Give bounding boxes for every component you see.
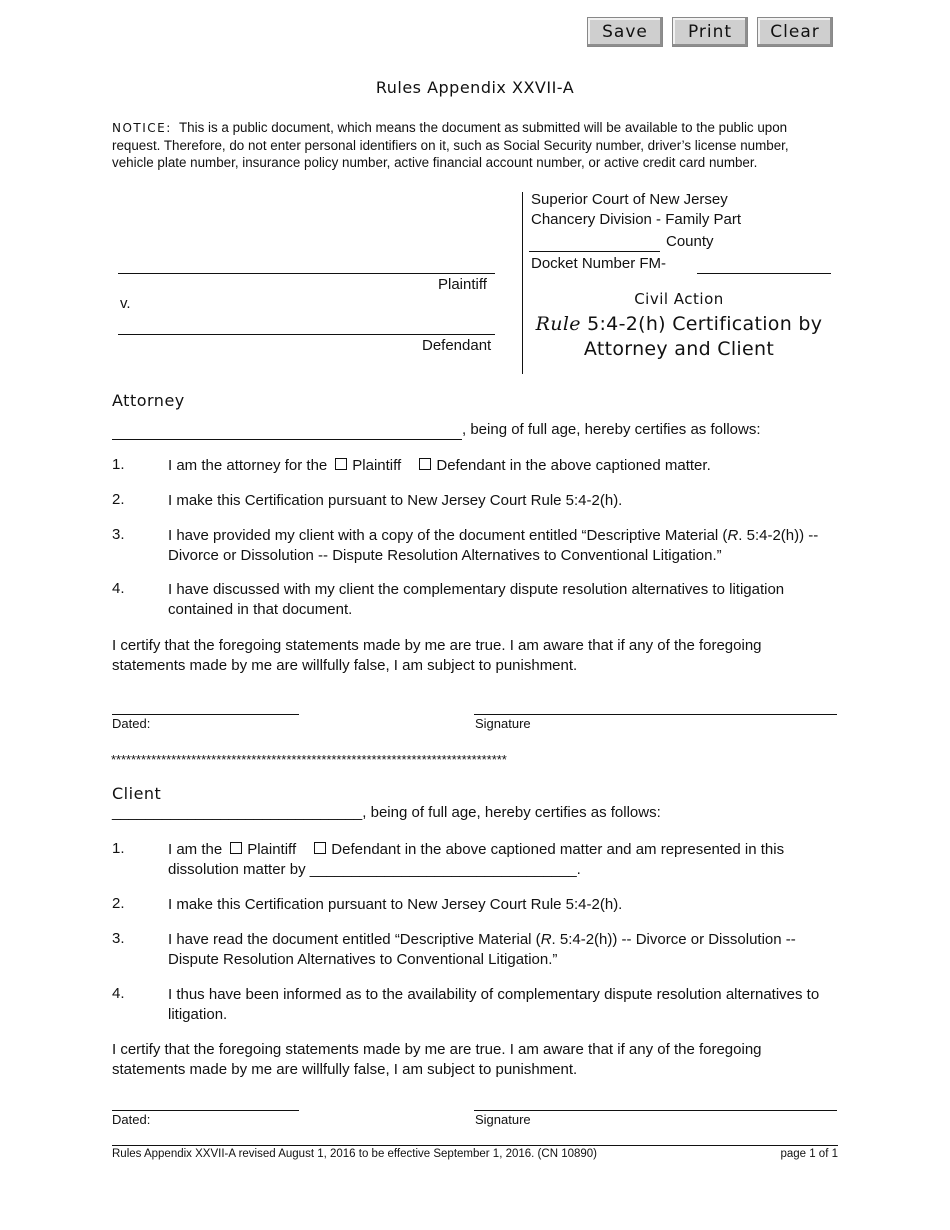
attorney-item-4-number: 4. [112,580,125,597]
save-button[interactable]: Save [587,17,663,47]
attorney-plaintiff-option: Plaintiff [352,457,402,474]
attorney-item-1 [168,456,836,476]
attorney-item-3-text-a: I have provided my client with a copy of the document entitled “Descriptive Material ( [168,527,728,544]
client-item-3 [168,930,836,970]
versus-label: v. [120,295,131,312]
attorney-item-4: I have discussed with my client the complementary dispute resolution alternatives to litigation contained in that document. [168,581,785,618]
attorney-date-line[interactable] [112,714,299,715]
docket-number-line[interactable] [697,273,831,274]
attorney-plaintiff-checkbox[interactable] [335,458,347,470]
attorney-signature-line[interactable] [474,714,837,715]
client-item-1 [168,840,836,880]
plaintiff-name-line[interactable] [118,273,495,274]
client-defendant-checkbox[interactable] [314,842,326,854]
defendant-label: Defendant [422,337,492,354]
client-signature-label: Signature [475,1112,531,1127]
document-title [523,312,835,362]
client-item-3-number: 3. [112,930,125,947]
footer-rule [112,1145,838,1146]
county-input-line[interactable] [529,251,660,252]
client-item-3-text-a: I have read the document entitled “Descriptive Material ( [168,931,541,948]
client-defendant-option: Defendant [331,841,401,858]
client-item-1-text-b: in the above captioned matter and am represented in this dissolution matter by ________________________________. [168,841,785,878]
client-item-4: I thus have been informed as to the availability of complementary dispute resolution alternatives to litigation. [168,986,820,1023]
attorney-intro: , being of full age, hereby certifies as follows: [462,421,761,438]
footer-page-number: page 1 of 1 [780,1148,838,1160]
notice-text: This is a public document, which means the document as submitted will be available to the public upon request. Therefore, do not enter personal identifiers on it, such as Social Security number, driver’s license number, vehicle plate number, insurance policy number, active financial account number, or active credit card number. [112,120,789,170]
defendant-name-line[interactable] [118,334,495,335]
client-item-1-number: 1. [112,840,125,857]
client-item-4-number: 4. [112,985,125,1002]
attorney-item-2: I make this Certification pursuant to New Jersey Court Rule 5:4-2(h). [168,492,623,509]
client-intro: ______________________________, being of full age, hereby certifies as follows: [112,804,661,821]
county-label: County [666,233,714,250]
court-name: Superior Court of New Jersey [531,191,728,208]
attorney-certification: I certify that the foregoing statements made by me are true. I am aware that if any of the foregoing statements made by me are willfully false, I am subject to punishment. [112,637,762,674]
document-title-line-2: Attorney and Client [583,338,775,360]
footer-revision: Rules Appendix XXVII-A revised August 1, 2016 to be effective September 1, 2016. (CN 10890) [112,1148,598,1160]
attorney-name-line[interactable] [112,439,462,440]
page-title: Rules Appendix XXVII-A [375,78,575,97]
client-item-2-number: 2. [112,895,125,912]
client-plaintiff-checkbox[interactable] [230,842,242,854]
attorney-item-2-number: 2. [112,491,125,508]
client-plaintiff-option: Plaintiff [247,841,297,858]
notice-label: NOTICE: [112,121,172,135]
document-title-line-1: 5:4-2(h) Certification by [587,313,823,335]
attorney-item-1-number: 1. [112,456,125,473]
attorney-heading: Attorney [112,391,185,410]
plaintiff-label: Plaintiff [438,276,487,293]
client-item-2: I make this Certification pursuant to New Jersey Court Rule 5:4-2(h). [168,896,623,913]
client-date-line[interactable] [112,1110,299,1111]
client-item-1-text-a: I am the [168,841,223,858]
attorney-item-3-number: 3. [112,526,125,543]
civil-action-label: Civil Action [634,290,724,308]
rule-italic: Rule [535,313,581,335]
attorney-dated-label: Dated: [112,716,151,731]
attorney-defendant-option: Defendant [436,457,506,474]
attorney-item-1-text-b: in the above captioned matter. [509,457,711,474]
notice [112,119,832,171]
attorney-signature-label: Signature [475,716,531,731]
print-button[interactable]: Print [672,17,748,47]
attorney-item-3-r: R [727,527,739,544]
client-dated-label: Dated: [112,1112,151,1127]
division-name: Chancery Division - Family Part [531,211,742,228]
client-heading: Client [112,784,162,803]
docket-label: Docket Number FM- [531,255,667,272]
client-signature-line[interactable] [474,1110,837,1111]
client-certification: I certify that the foregoing statements made by me are true. I am aware that if any of the foregoing statements made by me are willfully false, I am subject to punishment. [112,1041,762,1078]
attorney-defendant-checkbox[interactable] [419,458,431,470]
client-item-3-text-b: . 5:4-2(h)) -- Divorce or Dissolution -- Dispute Resolution Alternatives to Conventional Litigation.” [168,931,796,968]
attorney-item-1-text-a: I am the attorney for the [168,457,328,474]
client-item-3-r: R [540,931,552,948]
attorney-item-3 [168,526,836,566]
clear-button[interactable]: Clear [757,17,833,47]
section-separator: ******************************************************************************* [111,752,507,767]
attorney-item-3-text-b: . 5:4-2(h)) -- Divorce or Dissolution -- Dispute Resolution Alternatives to Conventional Litigation.” [168,527,819,564]
